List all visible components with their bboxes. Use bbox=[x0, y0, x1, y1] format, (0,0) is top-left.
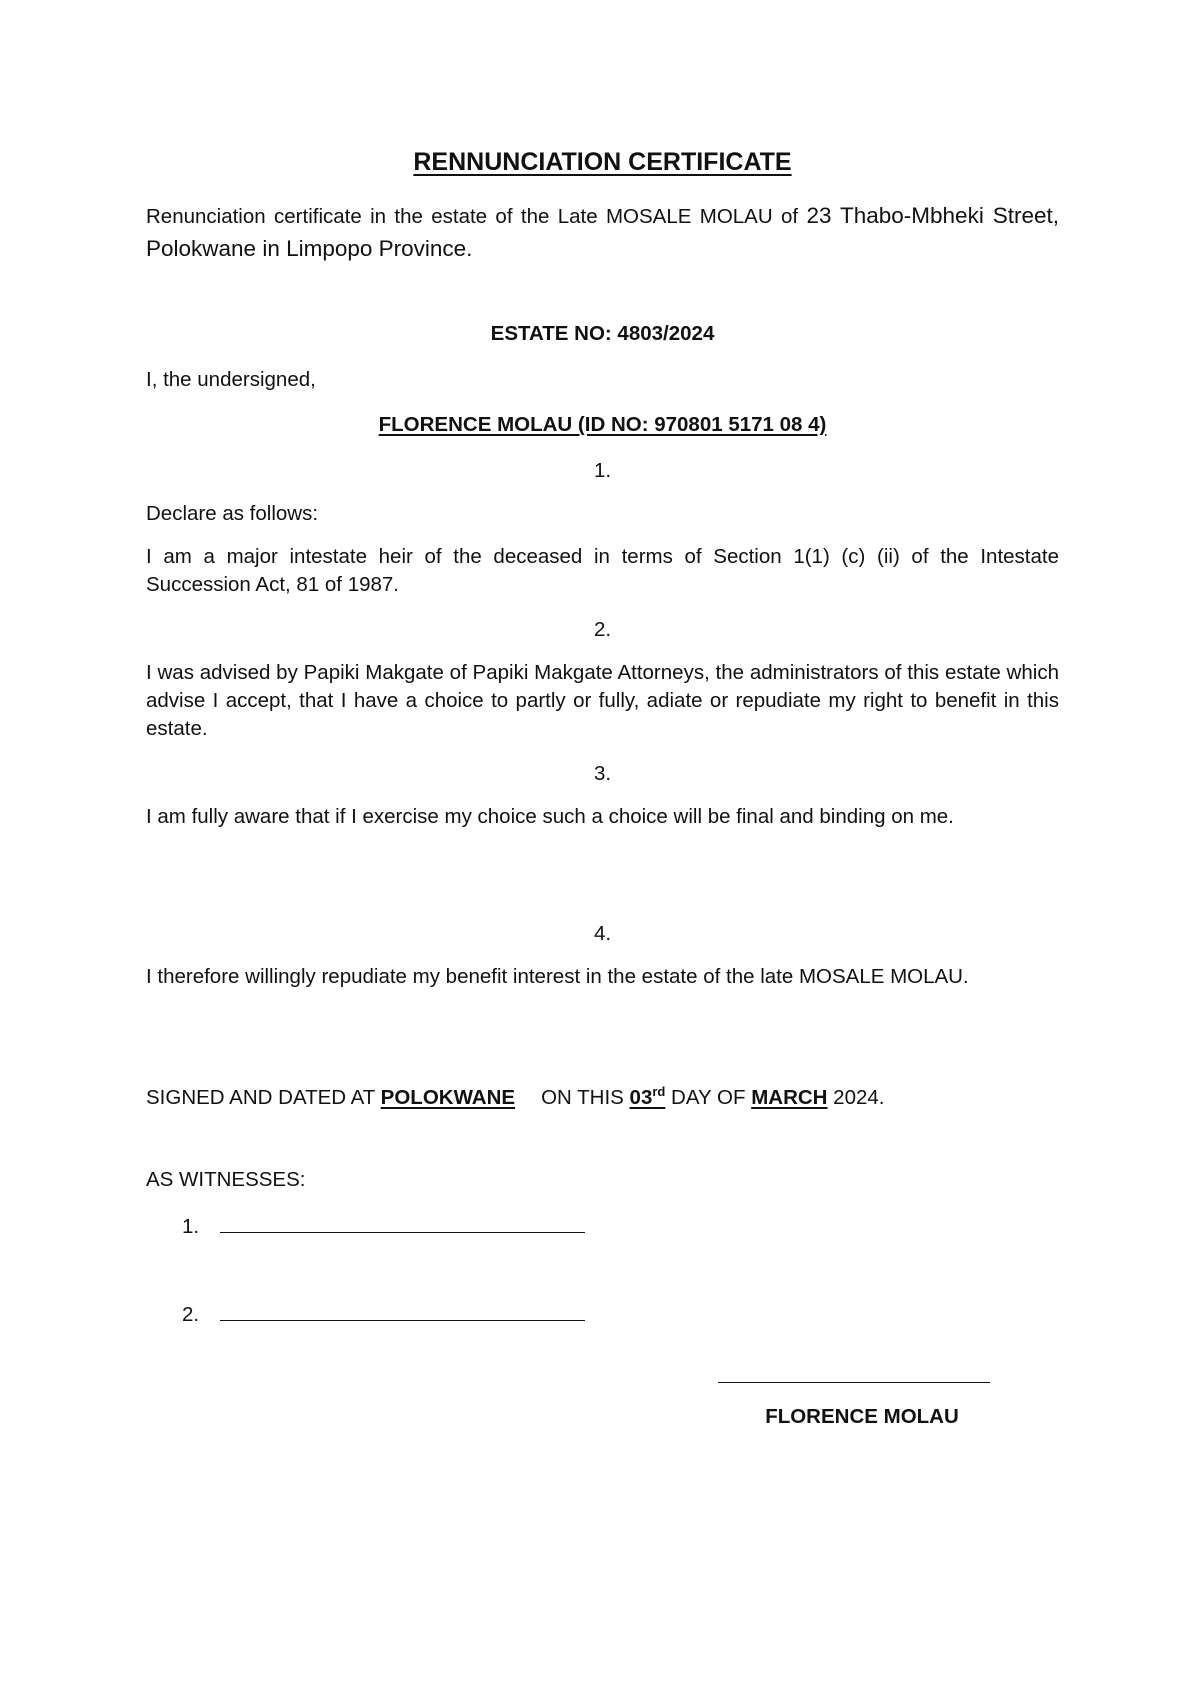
section-number-4: 4. bbox=[593, 922, 612, 945]
section-2-text: I was advised by Papiki Makgate of Papiki Makgate Attorneys, the administrators of this estate which advise I accept, that I have a choice to partly or fully, adiate or repudiate my right to benefit in this estate. bbox=[146, 661, 1059, 740]
section-number-1: 1. bbox=[593, 459, 612, 482]
intro-paragraph bbox=[146, 200, 1059, 266]
witness-row-1 bbox=[182, 1213, 585, 1241]
signed-day-of: DAY OF bbox=[665, 1086, 752, 1109]
signed-day-suffix: rd bbox=[652, 1084, 666, 1099]
signed-prefix: SIGNED AND DATED AT bbox=[146, 1086, 381, 1109]
witness-row-2 bbox=[182, 1301, 585, 1329]
signed-day: 03rd bbox=[629, 1084, 666, 1109]
document-title: RENNUNCIATION CERTIFICATE bbox=[413, 148, 792, 176]
signed-period: . bbox=[878, 1086, 885, 1109]
declarant-name: FLORENCE MOLAU (ID NO: 970801 5171 08 4) bbox=[378, 413, 827, 436]
signed-month: MARCH bbox=[751, 1086, 828, 1109]
signed-dated-line bbox=[146, 1078, 1059, 1112]
intro-text: Renunciation certificate in the estate of the Late MOSALE MOLAU of bbox=[146, 205, 807, 228]
undersigned-line: I, the undersigned, bbox=[146, 368, 316, 391]
signed-year: 2024 bbox=[827, 1086, 879, 1109]
witness-number-1: 1. bbox=[182, 1215, 200, 1238]
intro-address: 23 Thabo-Mbheki Street, Polokwane in Limpopo Province. bbox=[146, 203, 1059, 261]
estate-number: ESTATE NO: 4803/2024 bbox=[490, 322, 715, 345]
section-4-text: I therefore willingly repudiate my benefit interest in the estate of the late MOSALE MOLAU. bbox=[146, 965, 969, 988]
section-1-lead: Declare as follows: bbox=[146, 502, 319, 525]
section-1-text: I am a major intestate heir of the deceased in terms of Section 1(1) (c) (ii) of the Intestate Succession Act, 81 of 1987. bbox=[146, 545, 1059, 596]
signed-on-this: ON THIS bbox=[541, 1086, 630, 1109]
witness-number-2: 2. bbox=[182, 1303, 200, 1326]
signatory-signature-line[interactable] bbox=[718, 1382, 990, 1383]
section-3-text: I am fully aware that if I exercise my choice such a choice will be final and binding on me. bbox=[146, 805, 954, 828]
signatory-name: FLORENCE MOLAU bbox=[765, 1405, 959, 1428]
section-number-3: 3. bbox=[593, 762, 612, 785]
signed-place: POLOKWANE bbox=[380, 1086, 516, 1109]
witnesses-heading: AS WITNESSES: bbox=[146, 1168, 306, 1191]
witness-signature-line-1[interactable] bbox=[220, 1214, 585, 1233]
section-number-2: 2. bbox=[593, 618, 612, 641]
witness-signature-line-2[interactable] bbox=[220, 1302, 585, 1321]
